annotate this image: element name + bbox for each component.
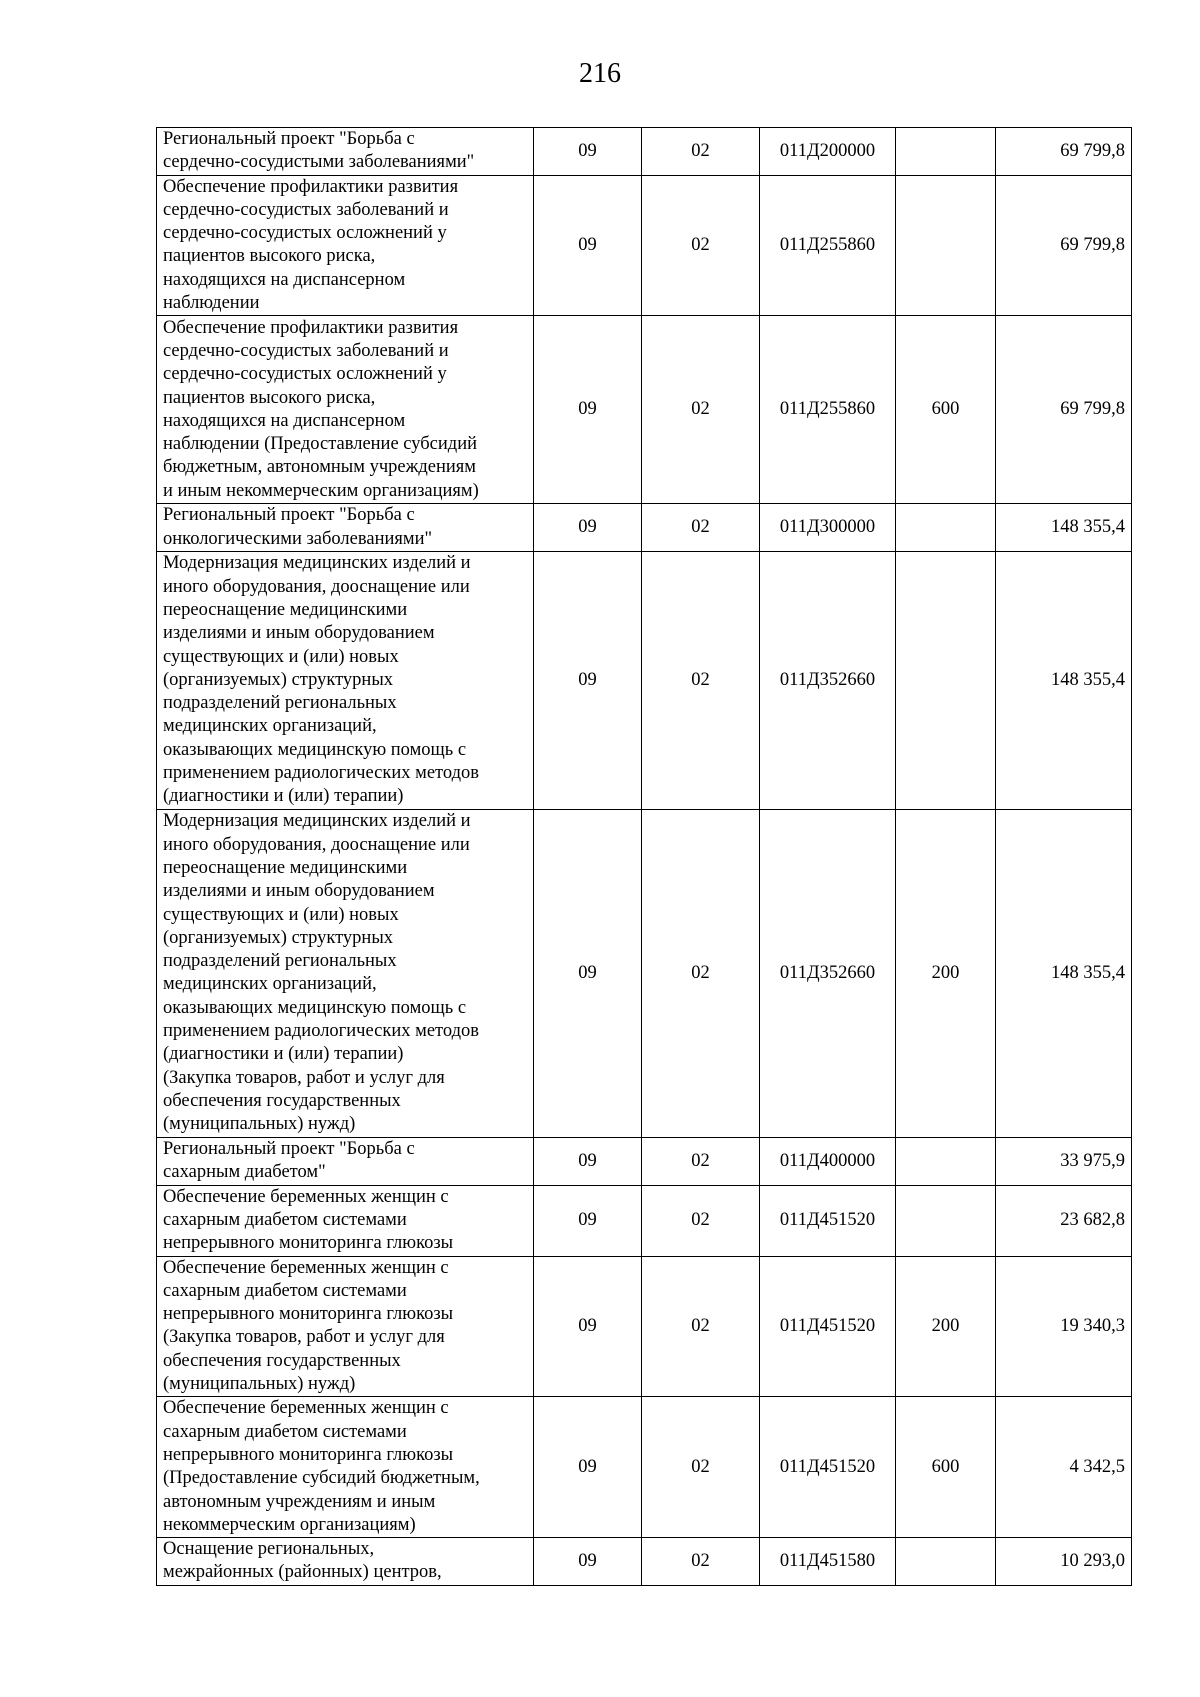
row-section: 09 <box>534 1256 642 1397</box>
row-name: Оснащение региональных, межрайонных (районных) центров, <box>157 1538 534 1586</box>
row-expense-type <box>896 128 996 176</box>
row-subsection: 02 <box>642 1185 760 1256</box>
table-row <box>157 1137 1132 1185</box>
table-row <box>157 1538 1132 1586</box>
row-expense-type: 200 <box>896 809 996 1137</box>
row-section: 09 <box>534 128 642 176</box>
row-target-code: 011Д451580 <box>760 1538 896 1586</box>
row-subsection: 02 <box>642 316 760 504</box>
budget-table <box>156 127 1132 1586</box>
row-expense-type: 600 <box>896 1397 996 1538</box>
row-target-code: 011Д451520 <box>760 1256 896 1397</box>
row-target-code: 011Д255860 <box>760 175 896 316</box>
table-row <box>157 128 1132 176</box>
row-subsection: 02 <box>642 551 760 809</box>
row-expense-type: 200 <box>896 1256 996 1397</box>
row-name: Модернизация медицинских изделий и иного оборудования, дооснащение или переоснащение медицинскими изделиями и иным оборудованием существующих и (или) новых (организуемых) структурных подразделений региональных медицинских организаций, оказывающих медицинскую помощь с применением радиологических методов (диагностики и (или) терапии) (Закупка товаров, работ и услуг для обеспечения государственных (муниципальных) нужд) <box>157 809 534 1137</box>
row-target-code: 011Д451520 <box>760 1185 896 1256</box>
table-row <box>157 551 1132 809</box>
row-section: 09 <box>534 504 642 552</box>
row-target-code: 011Д352660 <box>760 809 896 1137</box>
row-name: Региональный проект "Борьба с сахарным диабетом" <box>157 1137 534 1185</box>
page-number: 216 <box>579 58 621 89</box>
table-row <box>157 175 1132 316</box>
row-name: Модернизация медицинских изделий и иного оборудования, дооснащение или переоснащение медицинскими изделиями и иным оборудованием существующих и (или) новых (организуемых) структурных подразделений региональных медицинских организаций, оказывающих медицинскую помощь с применением радиологических методов (диагностики и (или) терапии) <box>157 551 534 809</box>
table-row <box>157 504 1132 552</box>
table-row <box>157 1397 1132 1538</box>
row-subsection: 02 <box>642 1137 760 1185</box>
row-name: Обеспечение беременных женщин с сахарным диабетом системами непрерывного мониторинга глюкозы (Закупка товаров, работ и услуг для обеспечения государственных (муниципальных) нужд) <box>157 1256 534 1397</box>
row-name: Обеспечение беременных женщин с сахарным диабетом системами непрерывного мониторинга глюкозы <box>157 1185 534 1256</box>
row-name: Обеспечение профилактики развития сердечно-сосудистых заболеваний и сердечно-сосудистых осложнений у пациентов высокого риска, находящихся на диспансерном наблюдении (Предоставление субсидий бюджетным, автономным учреждениям и иным некоммерческим организациям) <box>157 316 534 504</box>
row-section: 09 <box>534 551 642 809</box>
row-target-code: 011Д300000 <box>760 504 896 552</box>
table-row <box>157 1256 1132 1397</box>
row-amount: 148 355,4 <box>996 551 1132 809</box>
row-subsection: 02 <box>642 128 760 176</box>
row-section: 09 <box>534 1185 642 1256</box>
row-expense-type <box>896 504 996 552</box>
row-amount: 69 799,8 <box>996 316 1132 504</box>
budget-table-body <box>157 128 1132 1586</box>
row-target-code: 011Д352660 <box>760 551 896 809</box>
row-expense-type <box>896 1538 996 1586</box>
row-amount: 148 355,4 <box>996 504 1132 552</box>
row-section: 09 <box>534 1397 642 1538</box>
row-subsection: 02 <box>642 504 760 552</box>
row-target-code: 011Д255860 <box>760 316 896 504</box>
row-subsection: 02 <box>642 175 760 316</box>
row-name: Обеспечение профилактики развития сердечно-сосудистых заболеваний и сердечно-сосудистых осложнений у пациентов высокого риска, находящихся на диспансерном наблюдении <box>157 175 534 316</box>
row-section: 09 <box>534 809 642 1137</box>
row-name: Обеспечение беременных женщин с сахарным диабетом системами непрерывного мониторинга глюкозы (Предоставление субсидий бюджетным, автономным учреждениям и иным некоммерческим организациям) <box>157 1397 534 1538</box>
table-row <box>157 809 1132 1137</box>
row-amount: 4 342,5 <box>996 1397 1132 1538</box>
row-target-code: 011Д451520 <box>760 1397 896 1538</box>
row-section: 09 <box>534 316 642 504</box>
row-name: Региональный проект "Борьба с онкологическими заболеваниями" <box>157 504 534 552</box>
row-name: Региональный проект "Борьба с сердечно-сосудистыми заболеваниями" <box>157 128 534 176</box>
row-amount: 23 682,8 <box>996 1185 1132 1256</box>
row-subsection: 02 <box>642 1538 760 1586</box>
row-expense-type <box>896 1137 996 1185</box>
row-expense-type <box>896 175 996 316</box>
row-subsection: 02 <box>642 1397 760 1538</box>
row-expense-type <box>896 551 996 809</box>
row-amount: 33 975,9 <box>996 1137 1132 1185</box>
row-target-code: 011Д400000 <box>760 1137 896 1185</box>
row-subsection: 02 <box>642 809 760 1137</box>
row-section: 09 <box>534 1538 642 1586</box>
table-row <box>157 1185 1132 1256</box>
row-expense-type <box>896 1185 996 1256</box>
row-section: 09 <box>534 175 642 316</box>
row-target-code: 011Д200000 <box>760 128 896 176</box>
row-amount: 148 355,4 <box>996 809 1132 1137</box>
row-amount: 19 340,3 <box>996 1256 1132 1397</box>
row-amount: 10 293,0 <box>996 1538 1132 1586</box>
row-subsection: 02 <box>642 1256 760 1397</box>
table-row <box>157 316 1132 504</box>
row-amount: 69 799,8 <box>996 128 1132 176</box>
row-amount: 69 799,8 <box>996 175 1132 316</box>
row-section: 09 <box>534 1137 642 1185</box>
row-expense-type: 600 <box>896 316 996 504</box>
